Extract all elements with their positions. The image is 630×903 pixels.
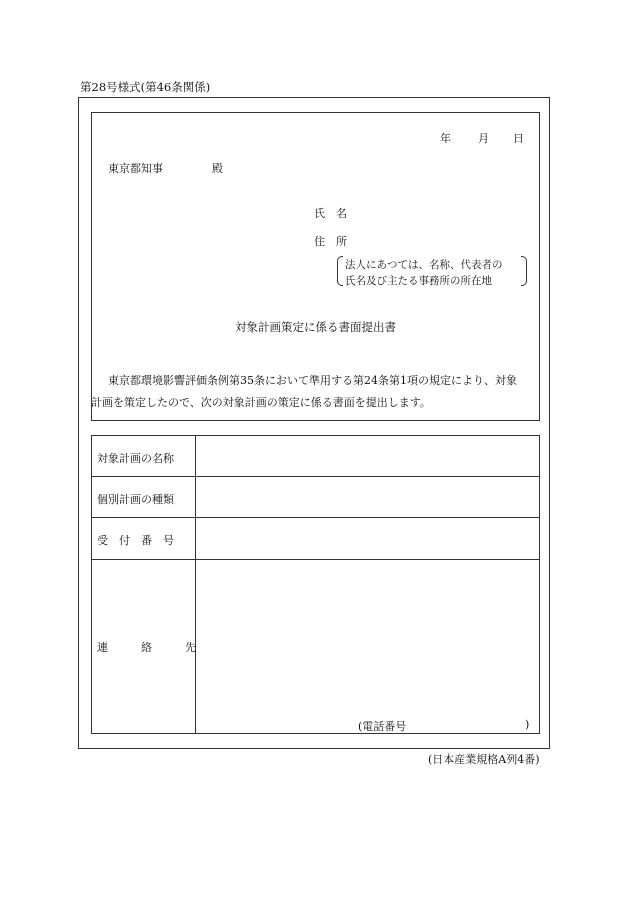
date-month-label: 月 [478,132,489,145]
row-label-plan-name: 対象計画の名称 [97,452,174,465]
table-row-divider [91,517,540,518]
body-text-line2: 計画を策定したので、次の対象計画の策定に係る書面を提出します。 [91,396,431,409]
name-label-1: 氏 [314,207,325,220]
document-title: 対象計画策定に係る書面提出書 [235,320,396,334]
date-year-label: 年 [440,132,451,145]
row-label-plan-type: 個別計画の種類 [97,493,174,506]
note-bracket-right [521,256,527,286]
corporate-note-line1: 法人にあつては、名称、代表者の [345,259,503,271]
honorific: 殿 [212,162,223,175]
paper-size-note: (日本産業規格A列4番) [428,753,540,766]
date-day-label: 日 [513,132,524,145]
address-label-1: 住 [314,235,325,248]
name-label-2: 名 [336,207,347,220]
table-row-divider [91,476,540,477]
note-bracket-left [337,256,343,286]
addressee: 東京都知事 [108,162,163,175]
corporate-note-line2: 氏名及び主たる事務所の所在地 [345,275,492,287]
row-label-receipt-number: 受 付 番 号 [97,534,174,547]
table-row-divider [91,559,540,560]
table-column-divider [195,435,196,734]
details-table [91,435,540,734]
form-number: 第28号様式(第46条関係) [80,80,211,94]
row-label-contact: 連 絡 先 [97,641,196,654]
address-label-2: 所 [336,235,347,248]
phone-number-label: (電話番号 [358,720,407,733]
phone-number-close: ) [525,718,530,731]
body-text-line1: 東京都環境影響評価条例第35条において準用する第24条第1項の規定により、対象 [108,374,517,387]
